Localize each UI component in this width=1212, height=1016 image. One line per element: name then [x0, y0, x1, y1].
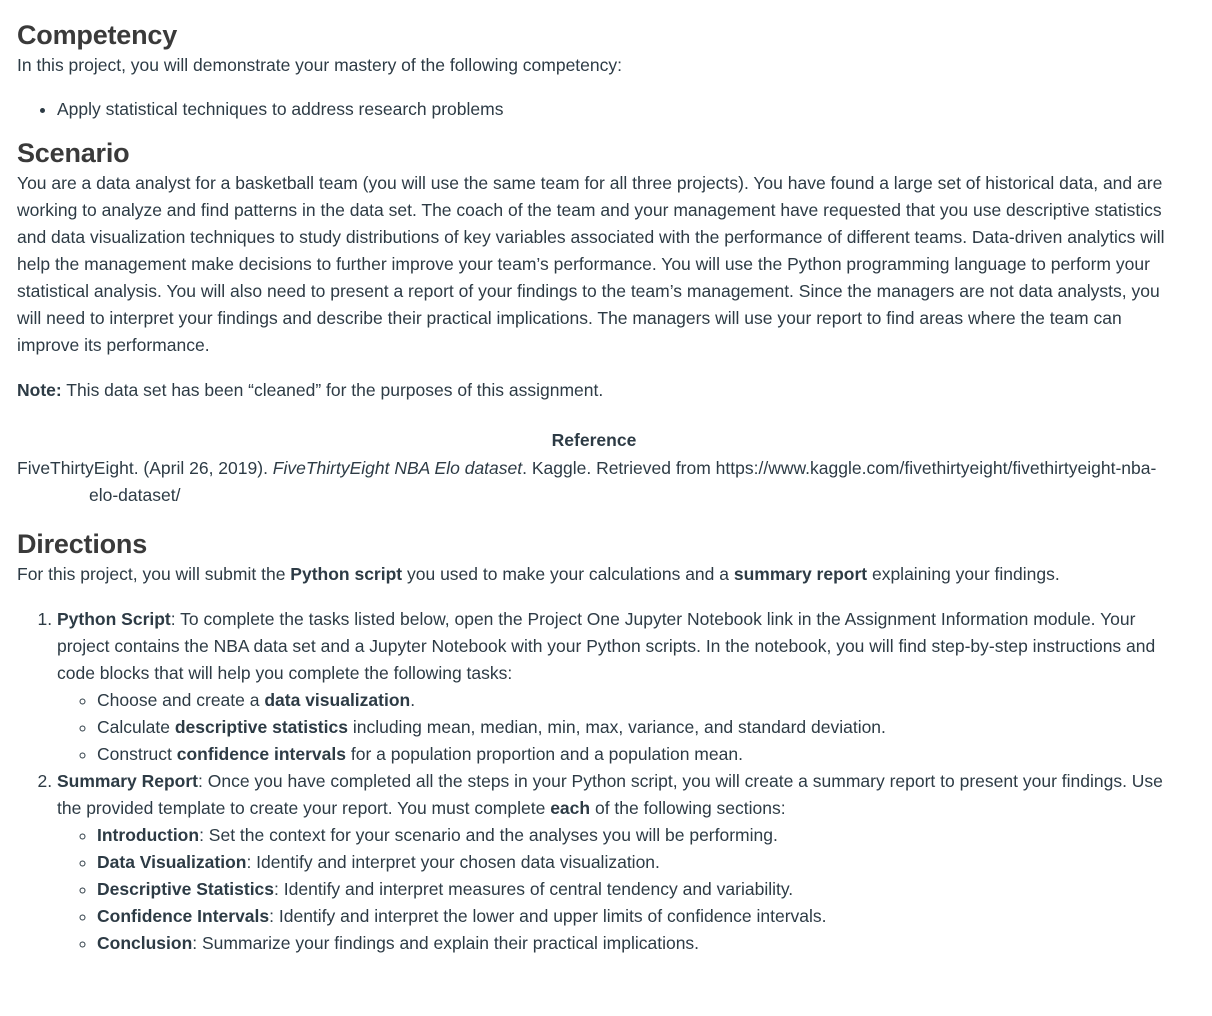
summary-section-list	[57, 822, 1177, 957]
directions-intro-python: Python script	[290, 564, 403, 584]
competency-intro: In this project, you will demonstrate your mastery of the following competency:	[17, 55, 622, 75]
directions-intro-report: summary report	[733, 564, 868, 584]
section-bold: Data Visualization	[97, 852, 247, 872]
python-task-list	[57, 687, 1177, 768]
directions-heading: Directions	[17, 529, 148, 559]
summary-section-item	[97, 903, 1177, 930]
summary-report-text-2: of the following sections:	[590, 798, 786, 818]
competency-heading: Competency	[17, 20, 178, 50]
reference-heading: Reference	[551, 430, 637, 450]
competency-list	[17, 96, 1177, 123]
directions-intro	[17, 561, 1177, 588]
note-label: Note:	[17, 380, 62, 400]
summary-section-item	[97, 822, 1177, 849]
python-script-label: Python Script	[57, 609, 171, 629]
task-bold: confidence intervals	[176, 744, 346, 764]
competency-item: • Apply statistical techniques to address research problems	[57, 96, 1177, 123]
summary-section-item	[97, 876, 1177, 903]
python-script-text: : To complete the tasks listed below, open the Project One Jupyter Notebook link in the Assignment Information module. Your project contains the NBA data set and a Jupyter Notebook with your Python scripts. In the notebook, you will find step-by-step instructions and code blocks that will help you complete the following tasks:	[57, 609, 1156, 683]
task-text: including mean, median, min, max, variance, and standard deviation.	[347, 717, 886, 737]
reference-entry	[17, 455, 1177, 509]
section-text: : Identify and interpret your chosen data visualization.	[246, 852, 660, 872]
summary-section-item	[97, 849, 1177, 876]
task-bold: descriptive statistics	[174, 717, 348, 737]
task-text: .	[410, 690, 416, 710]
section-text: : Summarize your findings and explain their practical implications.	[192, 933, 700, 953]
section-bold: Introduction	[97, 825, 200, 845]
summary-report-text-1: : Once you have completed all the steps in your Python script, you will create a summary report to present your findings. Use the provided template to create your report. You must complete	[57, 771, 1163, 818]
note-text: This data set has been “cleaned” for the purposes of this assignment.	[61, 380, 604, 400]
task-text: Choose and create a	[97, 690, 265, 710]
section-bold: Descriptive Statistics	[97, 879, 275, 899]
section-text: : Identify and interpret the lower and upper limits of confidence intervals.	[269, 906, 827, 926]
reference-title: FiveThirtyEight NBA Elo dataset	[272, 458, 523, 478]
task-text: Calculate	[97, 717, 175, 737]
reference-prefix: FiveThirtyEight. (April 26, 2019).	[17, 458, 273, 478]
python-task-item	[97, 714, 1177, 741]
section-text: : Set the context for your scenario and the analyses you will be performing.	[199, 825, 778, 845]
python-task-item	[97, 687, 1177, 714]
section-bold: Conclusion	[97, 933, 193, 953]
python-task-item	[97, 741, 1177, 768]
scenario-note	[17, 377, 1177, 404]
python-script-item	[57, 606, 1177, 768]
task-text: Construct	[97, 744, 177, 764]
summary-section-item	[97, 930, 1177, 957]
task-bold: data visualization	[264, 690, 411, 710]
directions-intro-1: For this project, you will submit the	[17, 564, 291, 584]
scenario-heading: Scenario	[17, 138, 130, 168]
directions-list	[17, 606, 1177, 957]
summary-report-item	[57, 768, 1177, 957]
scenario-body: You are a data analyst for a basketball team (you will use the same team for all three projects). You have found a large set of historical data, and are working to analyze and find patterns in the data set. The coach of the team and your management have requested that you use descriptive statistics and data visualization techniques to study distributions of key variables associated with the performance of different teams. Data-driven analytics will help the management make decisions to further improve your team’s performance. You will use the Python programming language to perform your statistical analysis. You will also need to present a report of your findings to the team’s management. Since the managers are not data analysts, you will need to interpret your findings and describe their practical implications. The managers will use your report to find areas where the team can improve its performance.	[17, 173, 1165, 355]
reference-suffix: . Kaggle. Retrieved from https://www.kaggle.com/fivethirtyeight/fivethirtyeight-nba-elo-dataset/	[89, 458, 1157, 505]
summary-report-label: Summary Report	[57, 771, 199, 791]
directions-intro-3: explaining your findings.	[867, 564, 1060, 584]
section-text: : Identify and interpret measures of central tendency and variability.	[274, 879, 794, 899]
directions-intro-2: you used to make your calculations and a	[402, 564, 734, 584]
task-text: for a population proportion and a population mean.	[345, 744, 743, 764]
section-bold: Confidence Intervals	[97, 906, 270, 926]
summary-report-each: each	[550, 798, 591, 818]
